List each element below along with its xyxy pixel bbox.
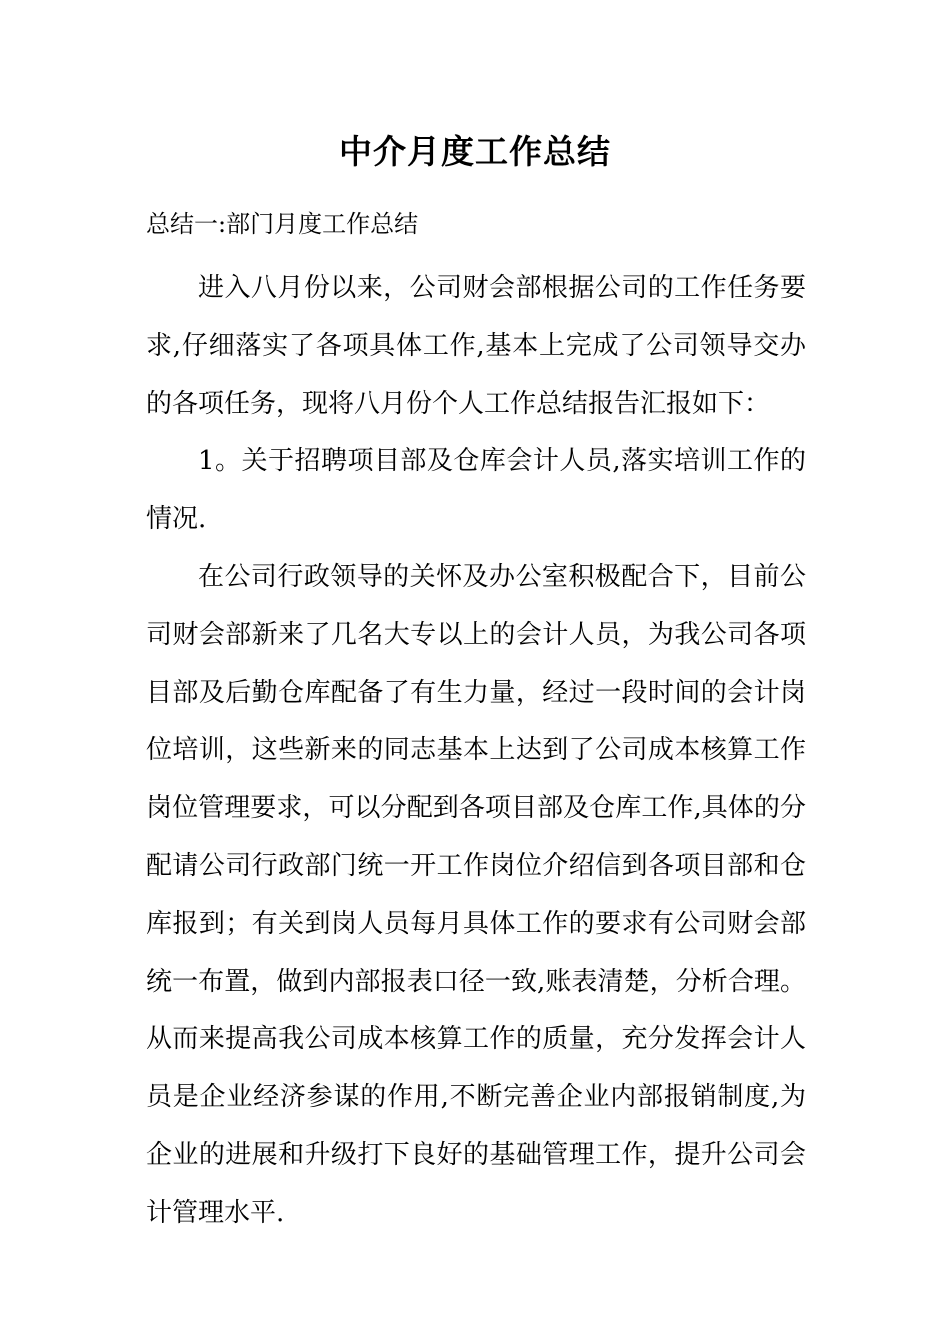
section-subtitle: 总结一:部门月度工作总结: [146, 210, 419, 238]
paragraph-item-1-body: 在公司行政领导的关怀及办公室积极配合下，目前公司财会部新来了几名大专以上的会计人员，为我公司各项目部及后勤仓库配备了有生力量，经过一段时间的会计岗位培训，这些新来的同志基本上达到了公司成本核算工作岗位管理要求，可以分配到各项目部及仓库工作,具体的分配请公司行政部门统一开工作岗位介绍信到各项目部和仓库报到；有关到岗人员每月具体工作的要求有公司财会部统一布置，做到内部报表口径一致,账表清楚，分析合理。从而来提高我公司成本核算工作的质量，充分发挥会计人员是企业经济参谋的作用,不断完善企业内部报销制度,为企业的进展和升级打下良好的基础管理工作，提升公司会计管理水平.: [146, 561, 806, 1228]
document-body: [146, 260, 806, 1243]
document-title: 中介月度工作总结: [339, 132, 611, 171]
paragraph-item-1-heading: 1。关于招聘项目部及仓库会计人员,落实培训工作的情况.: [146, 446, 806, 535]
paragraph-intro: 进入八月份以来，公司财会部根据公司的工作任务要求,仔细落实了各项具体工作,基本上完成了公司领导交办的各项任务，现将八月份个人工作总结报告汇报如下：: [146, 273, 806, 419]
